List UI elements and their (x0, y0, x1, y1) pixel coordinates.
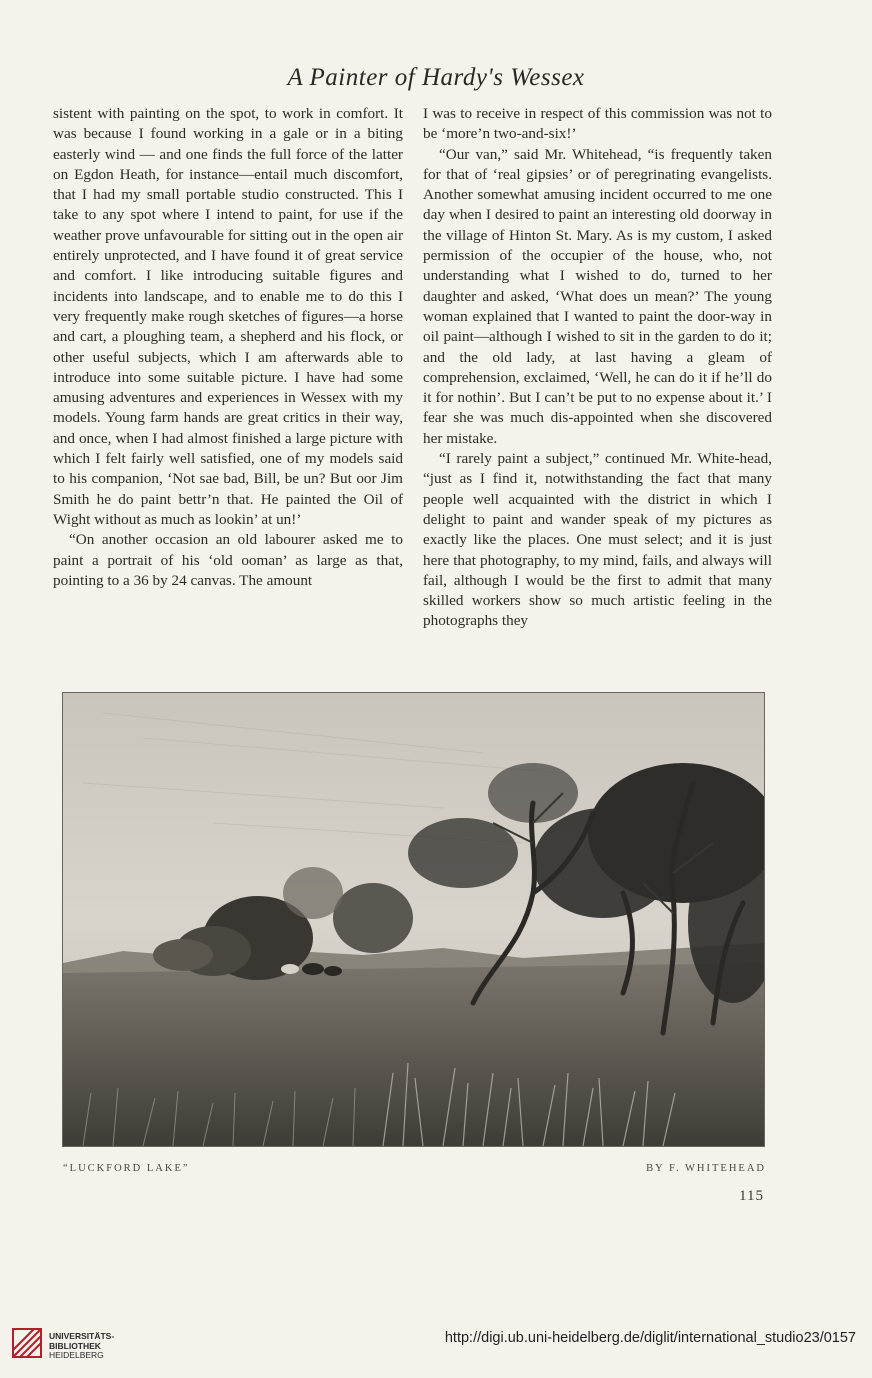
page-number: 115 (739, 1188, 764, 1204)
left-paragraph-2: “On another occasion an old labourer asked me to paint a portrait of his ‘old ooman’ as large as that, pointing to a 36 by 24 canvas. The amount (53, 531, 403, 589)
library-name-line-3: HEIDELBERG (49, 1350, 104, 1360)
library-name-line-1: UNIVERSITÄTS- (49, 1331, 115, 1341)
left-text-column (53, 104, 403, 591)
right-paragraph-2: “Our van,” said Mr. Whitehead, “is frequently taken for that of ‘real gipsies’ or of peregrinating evangelists. Another somewhat amusing incident occurred to me one day when I desired to paint an interesting old doorway in the village of Hinton St. Mary. As is my custom, I asked permission of the occupier of the house, who, not understanding what I wished to do, turned to her daughter and asked, ‘What does un mean?’ The young woman explained that I wanted to paint the door-way in oil paint—although I wished to sit in the garden to do it; and the old lady, at last having a gleam of comprehension, exclaimed, ‘Well, he can do it if he’ll do it for nothin’. But I can’t be put to no expense about it.’ I fear she was much dis-appointed when she discovered her mistake. (423, 145, 772, 447)
library-logo[interactable] (10, 1326, 140, 1366)
landscape-painting-image (63, 693, 764, 1146)
right-text-column (423, 104, 772, 632)
source-url-link[interactable]: http://digi.ub.uni-heidelberg.de/diglit/international_studio23/0157 (444, 1330, 856, 1346)
page-title: A Painter of Hardy's Wessex (287, 64, 585, 91)
right-paragraph-3: “I rarely paint a subject,” continued Mr. White-head, “just as I find it, notwithstanding the fact that many people well acquainted with the district in which I delight to paint and wander speak of my pictures as exactly like the places. One must select; and it is just here that photography, to my mind, fails, and always will fail, although I would be the first to admit that many skilled workers show so much artistic feeling in the photographs they (423, 450, 772, 630)
library-name-line-2: BIBLIOTHEK (49, 1340, 101, 1351)
library-emblem-icon (10, 1326, 44, 1360)
right-paragraph-1: I was to receive in respect of this commission was not to be ‘more’n two-and-six!’ (423, 105, 772, 143)
library-name (49, 1332, 114, 1361)
landscape-painting-plate (62, 692, 765, 1147)
left-paragraph-1: sistent with painting on the spot, to work in comfort. It was because I found working in a gale or in a biting easterly wind — and one finds the full force of the latter on Egdon Heath, for instance—entail much discomfort, that I had my small portable studio constructed. This I take to any spot where I intend to paint, for use if the weather prove unfavourable for sitting out in the open air entirely unprotected, and I have found it of great service and comfort. I like introducing suitable figures and incidents into landscape, and to enable me to do this I very frequently make rough sketches of figures—a horse and cart, a ploughing team, a shepherd and his flock, or other useful subjects, which I am afterwards able to introduce into some suitable picture. I have had some amusing adventures and experiences in Wessex with my models. Young farm hands are great critics in their way, and once, when I had almost finished a large picture with which I felt fairly well satisfied, one of my models said to his companion, ‘Not sae bad, Bill, be un? But oor Jim Smith he do paint bettr’n that. He painted the Oil of Wight without as much as lookin’ at un!’ (53, 105, 403, 528)
plate-caption-artist: BY F. WHITEHEAD (646, 1163, 766, 1174)
plate-caption-title: “LUCKFORD LAKE” (63, 1163, 190, 1174)
